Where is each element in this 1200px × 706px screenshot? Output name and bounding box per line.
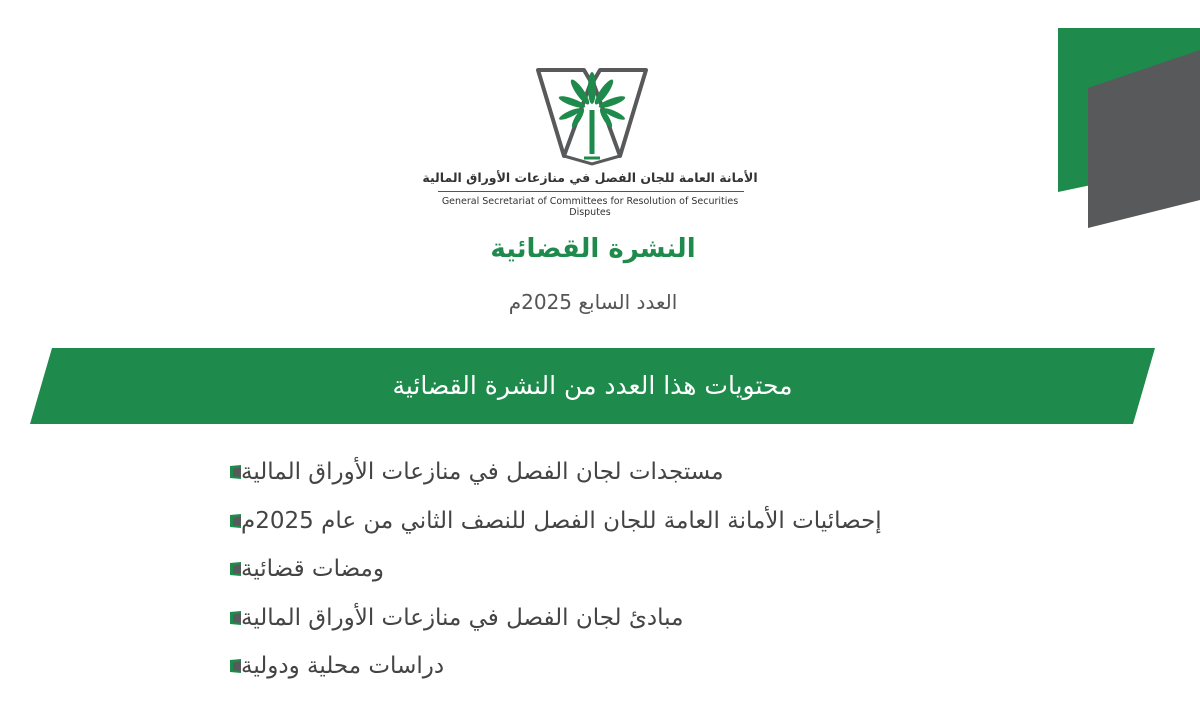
- bulletin-title: النشرة القضائية: [490, 234, 696, 264]
- logo-arabic-name: الأمانة العامة للجان الفصل في منازعات الأوراق المالية: [422, 170, 758, 185]
- list-item: [204, 594, 1104, 643]
- list-item: [204, 642, 1104, 691]
- bullet-icon: [230, 514, 241, 528]
- palm-book-emblem-icon: [534, 60, 650, 166]
- contents-heading: محتويات هذا العدد من النشرة القضائية: [392, 371, 793, 400]
- list-item: [204, 448, 1104, 497]
- bullet-icon: [230, 465, 241, 479]
- list-item-text: إحصائيات الأمانة العامة للجان الفصل للنصف الثاني من عام 2025م: [241, 507, 882, 534]
- logo-english-name: General Secretariat of Committees for Resolution of Securities Disputes: [441, 196, 739, 218]
- list-item-text: دراسات محلية ودولية: [241, 653, 445, 680]
- contents-list: [204, 448, 1104, 691]
- organization-logo: [420, 60, 760, 218]
- corner-gray-shape: [1088, 50, 1200, 228]
- bullet-icon: [230, 659, 241, 673]
- bullet-icon: [230, 562, 241, 576]
- list-item-text: ومضات قضائية: [241, 556, 384, 583]
- list-item: [204, 497, 1104, 546]
- list-item-text: مستجدات لجان الفصل في منازعات الأوراق المالية: [241, 459, 724, 486]
- logo-divider: [438, 191, 744, 192]
- list-item-text: مبادئ لجان الفصل في منازعات الأوراق المالية: [241, 604, 684, 631]
- corner-green-shape: [1058, 28, 1200, 192]
- bullet-icon: [230, 611, 241, 625]
- list-item: [204, 545, 1104, 594]
- issue-label: العدد السابع 2025م: [508, 290, 678, 314]
